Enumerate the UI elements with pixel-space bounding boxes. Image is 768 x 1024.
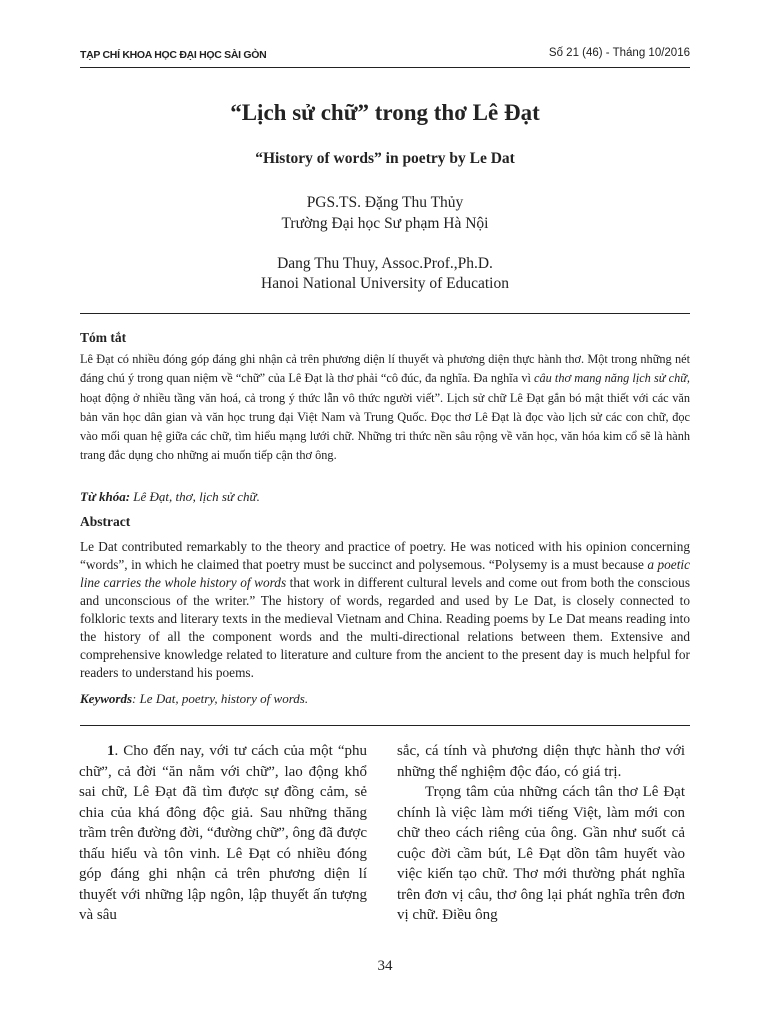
keywords-en [80, 691, 690, 707]
abstract-en-text: Le Dat contributed remarkably to the theory and practice of poetry. He was noticed with his opinion concerning “words”, in which he claimed that poetry must be succinct and polysemous. “Polysemy is a must because a poetic line carries the whole history of words that work in different cultural levels and come out from both the conscious and unconscious of the writer.” The history of words, regarded and used by Le Dat, is closely connected to folkloric texts and literary texts in the medieval Vietnam and China. Reading poems by Le Dat means reading into the history of all the component words and the multi-directional relations between them. Extensive and comprehensive knowledge related to literature and culture from the ancient to the present day is much helpful for readers to understand his poems. [80, 539, 690, 680]
author-affiliation-en: Hanoi National University of Education [261, 275, 509, 292]
issue-info: Số 21 (46) - Tháng 10/2016 [548, 47, 690, 59]
keywords-vi [80, 489, 690, 505]
keywords-en-text: : Le Dat, poetry, history of words. [132, 691, 309, 706]
abstract-vi-text: Lê Đạt có nhiều đóng góp đáng ghi nhận cả trên phương diện lí thuyết và phương diện thực hành thơ. Một trong những nét đáng chú ý trong quan niệm về “chữ” của Lê Đạt là thơ phải “cô đúc, đa nghĩa. Đa nghĩa vì câu thơ mang năng lịch sử chữ, hoạt động ở nhiều tầng văn hoá, cả trong ý thức lẫn vô thức người viết”. Lịch sử chữ Lê Đạt gắn bó mật thiết với các văn bản văn học dân gian và văn học trung đại Việt Nam và Trung Quốc. Đọc thơ Lê Đạt là đọc vào lịch sử các con chữ, đọc vào mối quan hệ giữa các chữ, tìm hiểu mạng lưới chữ. Những tri thức nền sâu rộng về văn học, văn hóa kim cổ sẽ là hành trang đắc dụng cho những ai muốn tiếp cận thơ ông. [80, 352, 690, 463]
abstract-top-rule [80, 313, 690, 314]
keywords-vi-text: Lê Đạt, thơ, lịch sử chữ. [133, 489, 260, 504]
title-english: “History of words” in poetry by Le Dat [255, 150, 515, 167]
author-affiliation-vi: Trường Đại học Sư phạm Hà Nội [281, 215, 489, 232]
page-number: 34 [377, 958, 393, 974]
keywords-en-label: Keywords [80, 691, 132, 706]
abstract-en [80, 538, 690, 682]
body-column-right [397, 741, 685, 926]
journal-name: TẠP CHÍ KHOA HỌC ĐẠI HỌC SÀI GÒN [80, 49, 267, 61]
keywords-vi-label: Từ khóa: [80, 489, 131, 504]
abstract-bottom-rule [80, 725, 690, 726]
section-number: 1 [107, 743, 115, 759]
author-name-vi: PGS.TS. Đặng Thu Thủy [306, 194, 464, 211]
abstract-en-heading: Abstract [80, 514, 131, 529]
body-paragraph: sắc, cá tính và phương diện thực hành thơ với những thể nghiệm độc đáo, có giá trị. [397, 743, 685, 780]
body-column-left: 1. Cho đến nay, với tư cách của một “phu chữ”, cả đời “ăn nằm với chữ”, lao động khổ sai chữ, Lê Đạt đã tìm được sự đồng cảm, sẻ chia của khá đông độc giả. Sau những thăng trầm trên đường đời, “đường chữ”, ông đã được thấu hiểu và tôn vinh. Lê Đạt có nhiều đóng góp đáng ghi nhận cả trên phương diện lí thuyết với những lập ngôn, lập thuyết ấn tượng và sâu [79, 743, 367, 923]
header-rule [80, 67, 690, 68]
abstract-vi [80, 350, 690, 466]
title-vietnamese: “Lịch sử chữ” trong thơ Lê Đạt [230, 100, 540, 125]
author-name-en: Dang Thu Thuy, Assoc.Prof.,Ph.D. [277, 255, 493, 272]
abstract-vi-heading: Tóm tắt [80, 330, 127, 345]
body-paragraph: Trọng tâm của những cách tân thơ Lê Đạt chính là việc làm mới tiếng Việt, làm mới con chữ theo cách riêng của ông. Gần như suốt cả cuộc đời cầm bút, Lê Đạt dồn tâm huyết vào việc kiến tạo chữ. Thơ mới thường phát nghĩa trên đơn vị câu, thơ ông lại phát nghĩa trên đơn vị chữ. Điều ông [397, 784, 685, 923]
